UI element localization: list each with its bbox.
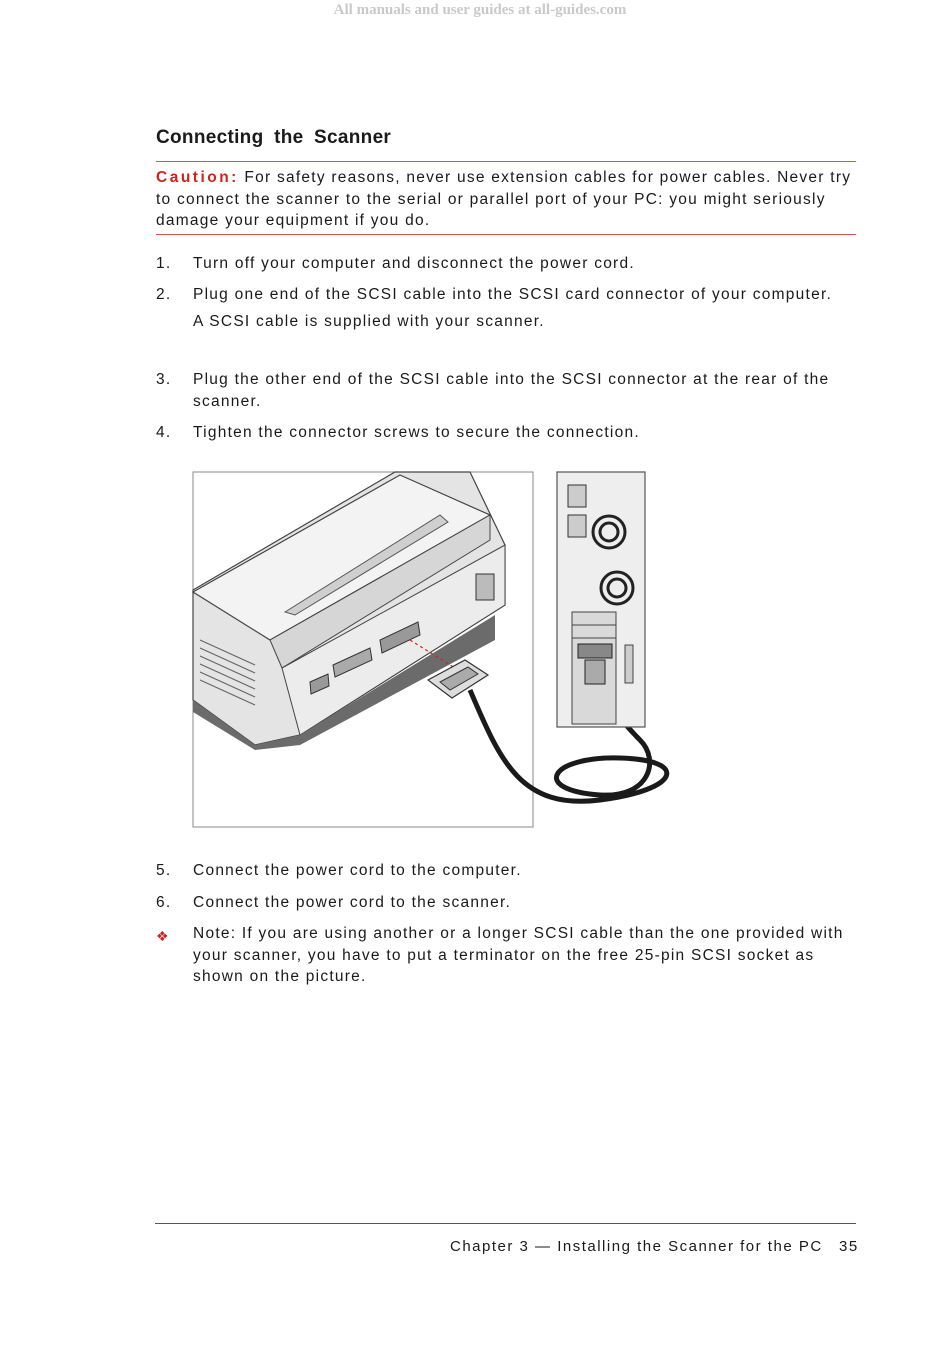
step-5: [156, 860, 856, 882]
step-text: Connect the power cord to the scanner.: [193, 894, 512, 911]
step-number: 2.: [156, 286, 172, 303]
step-6: [156, 892, 856, 914]
step-2: [156, 284, 856, 332]
note: [156, 923, 856, 988]
caution-label: Caution:: [156, 169, 239, 186]
diamond-bullet-icon: ❖: [156, 928, 170, 944]
step-subtext: A SCSI cable is supplied with your scanner.: [193, 312, 545, 330]
step-1: [156, 253, 856, 275]
section-title: Connecting the Scanner: [156, 127, 392, 148]
step-number: 3.: [156, 371, 172, 388]
step-number: 5.: [156, 862, 172, 879]
step-text: Tighten the connector screws to secure the connection.: [193, 424, 640, 441]
caution-text: For safety reasons, never use extension cables for power cables. Never try to connect the scanner to the serial or parallel port of your PC: you might seriously damage your equipment if you do.: [156, 169, 852, 229]
step-text: Plug the other end of the SCSI cable into the SCSI connector at the rear of the scanner.: [193, 371, 830, 410]
step-text: Connect the power cord to the computer.: [193, 862, 522, 879]
step-number: 1.: [156, 255, 172, 272]
step-4: [156, 422, 856, 444]
note-text: Note: If you are using another or a longer SCSI cable than the one provided with your scanner, you have to put a terminator on the free 25-pin SCSI socket as shown on the picture.: [193, 925, 844, 985]
step-text: Turn off your computer and disconnect the power cord.: [193, 255, 635, 272]
caution-top-rule: [156, 161, 856, 162]
caution-box: [156, 167, 856, 232]
step-text: Plug one end of the SCSI cable into the SCSI card connector of your computer.: [193, 286, 833, 303]
page-number: 35: [839, 1238, 859, 1255]
scanner-connection-illustration: [150, 462, 690, 842]
step-3: [156, 369, 856, 412]
step-number: 6.: [156, 894, 172, 911]
step-number: 4.: [156, 424, 172, 441]
watermark: All manuals and user guides at all-guides.com: [333, 2, 627, 18]
caution-bottom-rule: [156, 234, 856, 235]
footer-chapter: Chapter 3 — Installing the Scanner for the PC: [450, 1238, 823, 1255]
footer-rule: [155, 1223, 856, 1224]
